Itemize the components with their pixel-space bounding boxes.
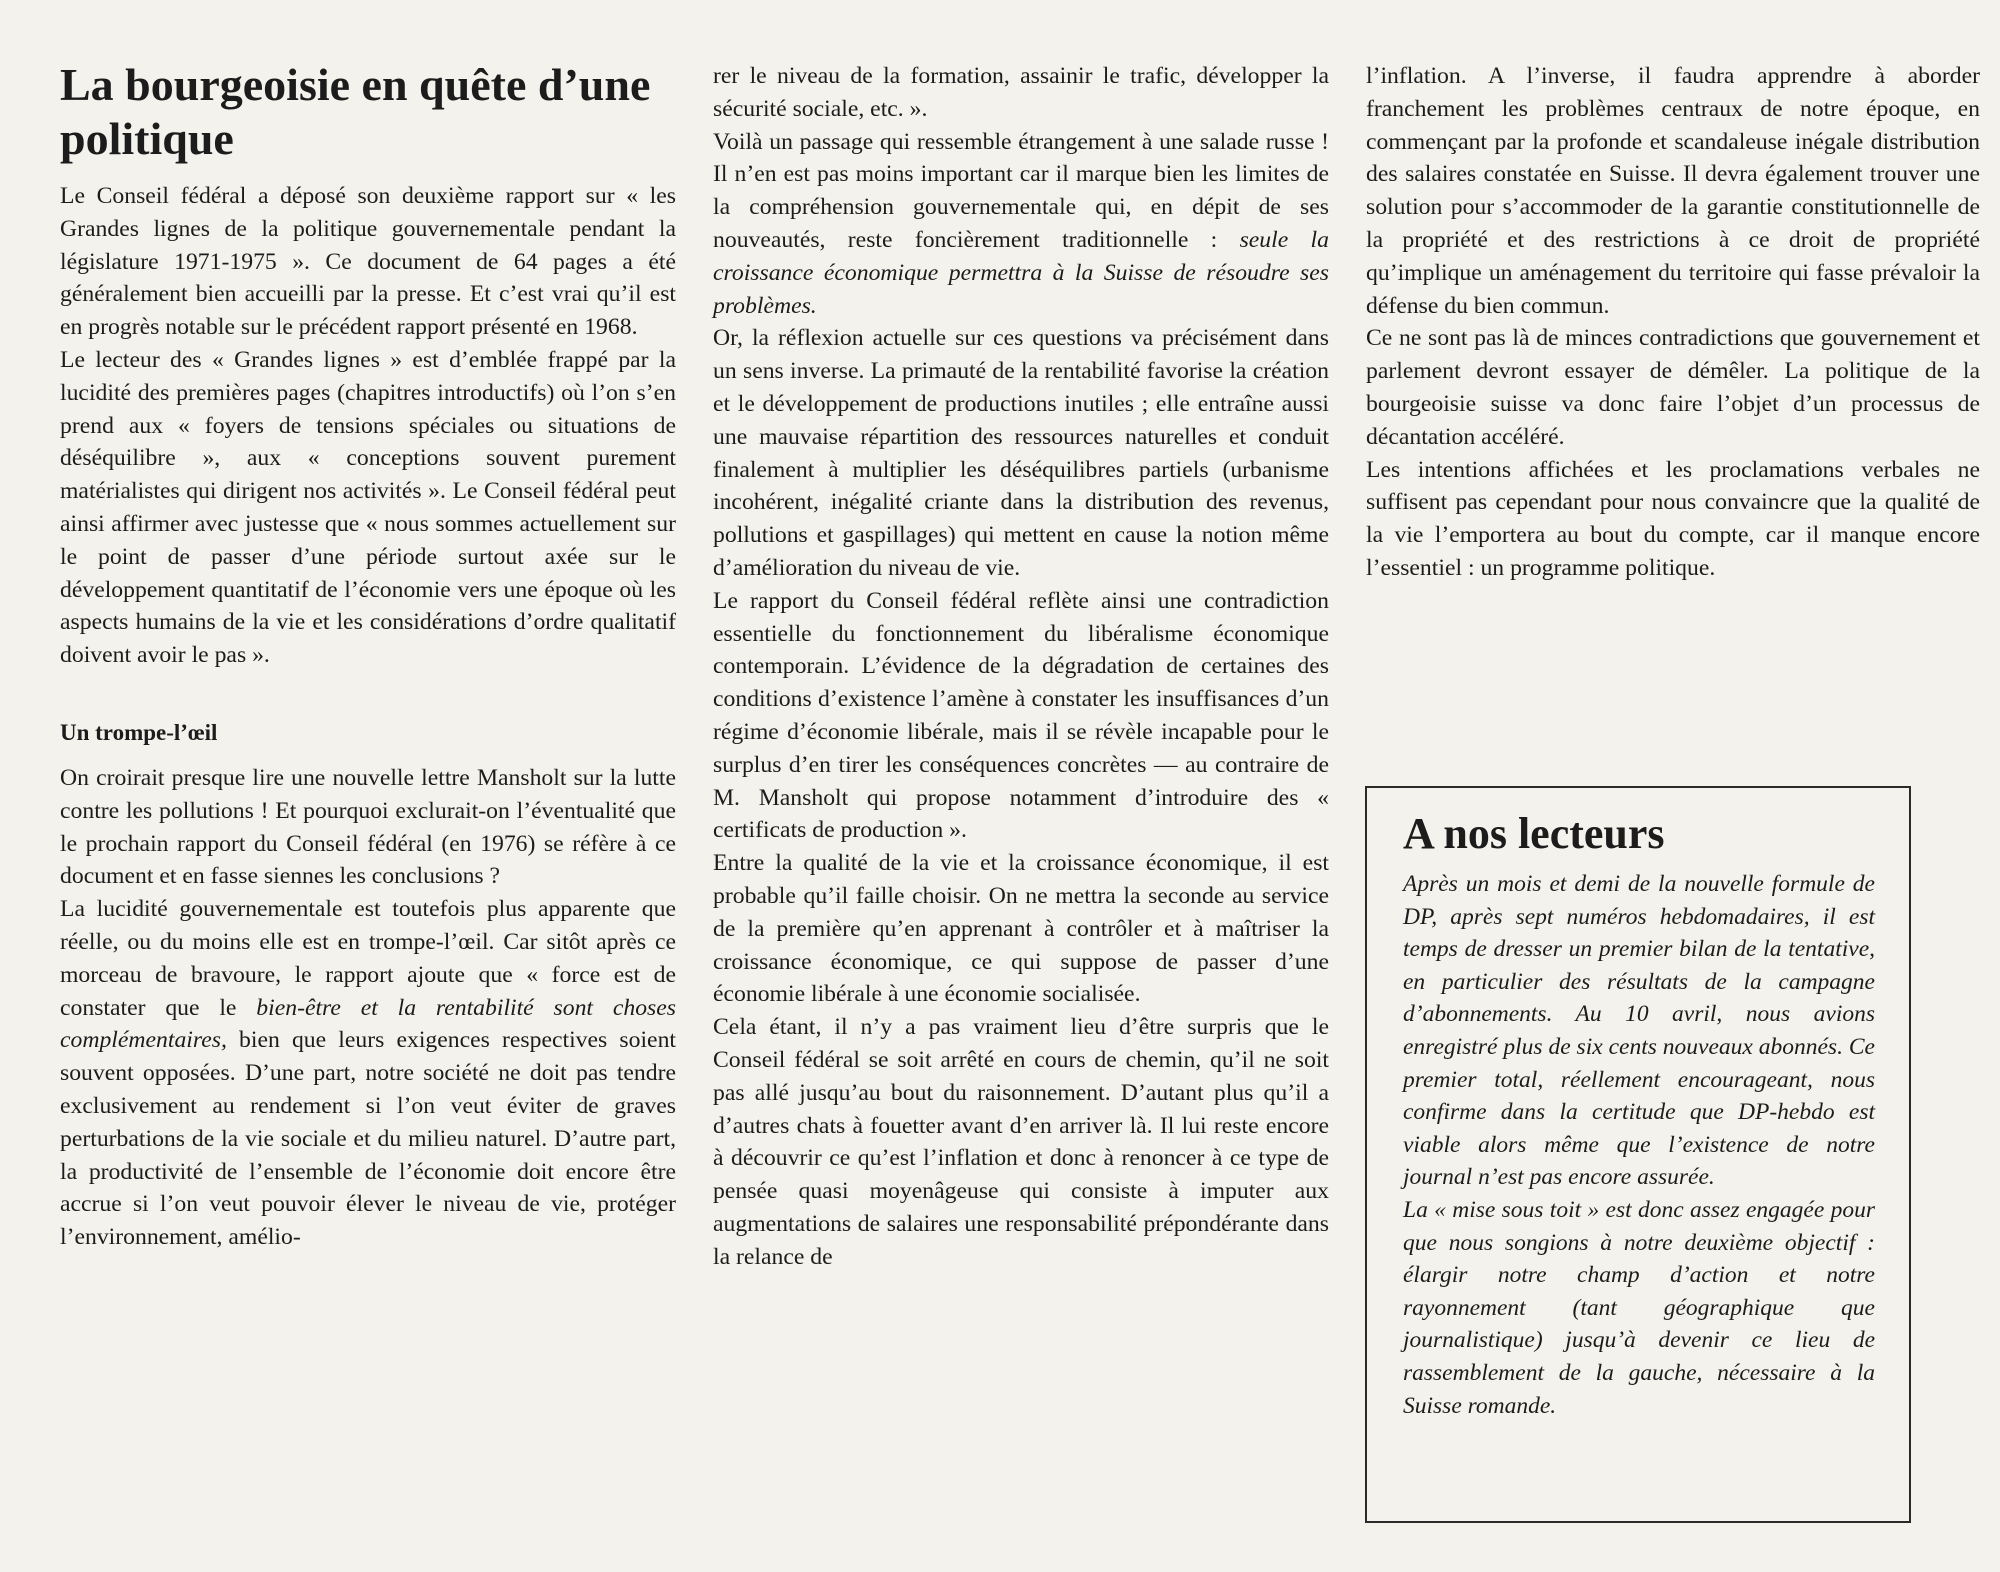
paragraph: Ce ne sont pas là de minces contradictions que gouvernement et parlement devront essayer de démêler. La politique de la bourgeoisie suisse va donc faire l’objet d’un processus de décantation accéléré. (1366, 325, 1980, 450)
paragraph (713, 126, 1329, 323)
paragraph: Or, la réflexion actuelle sur ces questions va précisément dans un sens inverse. La primauté de la rentabilité favorise la création et le développement de productions inutiles ; elle entraîne aussi une mauvaise répartition des ressources naturelles et conduit finalement à multiplier les déséquilibres partiels (urbanisme incohérent, inégalité criante dans la distribution des revenus, pollutions et gaspillages) qui mettent en cause la notion même d’amélioration du niveau de vie. (713, 325, 1329, 581)
paragraph: Le Conseil fédéral a déposé son deuxième rapport sur « les Grandes lignes de la politique gouvernementale pendant la législature 1971-1975 ». Ce document de 64 pages a été généralement bien accueilli par la presse. Et c’est vrai qu’il est en progrès notable sur le précédent rapport présenté en 1968. (60, 183, 676, 341)
paragraph: Le rapport du Conseil fédéral reflète ainsi une contradiction essentielle du fonctionnement du libéralisme économique contemporain. L’évidence de la dégradation de certaines des conditions d’existence l’amène à constater les insuffisances d’un régime d’économie libérale, mais il se révèle incapable pour le surplus d’en tirer les conséquences concrètes — au contraire de M. Mansholt qui propose notamment d’introduire des « certificats de production ». (713, 587, 1329, 844)
notice-paragraph: La « mise sous toit » est donc assez engagée pour que nous songions à notre deuxième objectif : élargir notre champ d’action et notre rayonnement (tant géographique que journalistique) jusqu’à devenir ce lieu de rassemblement de la gauche, nécessaire à la Suisse romande. (1403, 1196, 1875, 1419)
subheading: Un trompe-l’œil (60, 719, 218, 745)
text-run: La lucidité gouvernementale est toutefois plus apparente que réelle, ou du moins elle est en trompe-l’œil. Car sitôt après ce morceau de bravoure, le rapport ajoute que « force est de constater que le (60, 896, 676, 1021)
text-run: bien que leurs exigences respectives soient souvent opposées. D’une part, notre société ne doit pas tendre exclusivement au rendement si l’on veut éviter de graves perturbations de la vie sociale et du milieu naturel. D’autre part, la productivité de l’ensemble de l’économie doit encore être accrue si l’on veut pouvoir élever le niveau de vie, protéger l’environnement, amélio- (60, 1027, 676, 1251)
notice-paragraph: Après un mois et demi de la nouvelle formule de DP, après sept numéros hebdomadaires, il est temps de dresser un premier bilan de la tentative, en particulier des résultats de la campagne d’abonnements. Au 10 avril, nous avions enregistré plus de six cents nouveaux abonnés. Ce premier total, réellement encourageant, nous confirme dans la certitude que DP-hebdo est viable alors même que l’existence de notre journal n’est pas encore assurée. (1403, 871, 1875, 1191)
column-1 (60, 58, 676, 1254)
article-title: La bourgeoisie en quête d’une politique (60, 59, 651, 164)
column-3 (1366, 60, 1980, 585)
text-run: Voilà un passage qui ressemble étrangement à une salade russe ! Il n’en est pas moins important car il marque bien les limites de la compréhension gouvernementale qui, en dépit de ses nouveautés, reste foncièrement traditionnelle : (713, 128, 1329, 253)
paragraph: rer le niveau de la formation, assainir le trafic, développer la sécurité sociale, etc. ». (713, 63, 1329, 122)
paragraph: Cela étant, il n’y a pas vraiment lieu d’être surpris que le Conseil fédéral se soit arrêté en cours de chemin, qu’il ne soit pas allé jusqu’au bout du raisonnement. D’autant plus qu’il a d’autres chats à fouetter avant d’en arriver là. Il lui reste encore à découvrir ce qu’est l’inflation et donc à renoncer à ce type de pensée quasi moyenâgeuse qui consiste à imputer aux augmentations de salaires une responsabilité prépondérante dans la relance de (713, 1014, 1329, 1270)
paragraph: l’inflation. A l’inverse, il faudra apprendre à aborder franchement les problèmes centraux de notre époque, en commençant par la profonde et scandaleuse inégale distribution des salaires constatée en Suisse. Il devra également trouver une solution pour s’accommoder de la garantie constitutionnelle de la propriété et des restrictions à ce droit de propriété qu’implique un aménagement du territoire qui fasse prévaloir la défense du bien commun. (1366, 63, 1980, 319)
emphasis: bien-être et la rentabilité sont choses complémentaires, (60, 994, 676, 1054)
column-2 (713, 60, 1329, 1273)
paragraph: Les intentions affichées et les proclamations verbales ne suffisent pas cependant pour nous convaincre que la qualité de la vie l’emportera au bout du compte, car il manque encore l’essentiel : un programme politique. (1366, 456, 1980, 581)
emphasis: seule la croissance économique permettra à la Suisse de résoudre ses problèmes. (713, 226, 1329, 319)
notice-box (1365, 786, 1911, 1523)
paragraph: Le lecteur des « Grandes lignes » est d’emblée frappé par la lucidité des premières pages (chapitres introductifs) où l’on s’en prend aux « foyers de tensions spéciales ou situations de déséquilibre », aux « conceptions souvent purement matérialistes qui dirigent nos activités ». Le Conseil fédéral peut ainsi affirmer avec justesse que « nous sommes actuellement sur le point de passer d’une période surtout axée sur le développement quantitatif de l’économie vers une époque où les aspects humains de la vie et les considérations d’ordre qualitatif doivent avoir le pas ». (60, 346, 676, 669)
paragraph: Entre la qualité de la vie et la croissance économique, il est probable qu’il faille choisir. On ne mettra la seconde au service de la première qu’en apprenant à contrôler et à maîtriser la croissance économique, ce qui suppose de passer d’une économie libérale à une économie socialisée. (713, 850, 1329, 1008)
paragraph: On croirait presque lire une nouvelle lettre Mansholt sur la lutte contre les pollutions ! Et pourquoi exclurait-on l’éventualité que le prochain rapport du Conseil fédéral (en 1976) se réfère à ce document et en fasse siennes les conclusions ? (60, 764, 676, 890)
notice-title: A nos lecteurs (1403, 809, 1665, 858)
paragraph (60, 893, 676, 1254)
